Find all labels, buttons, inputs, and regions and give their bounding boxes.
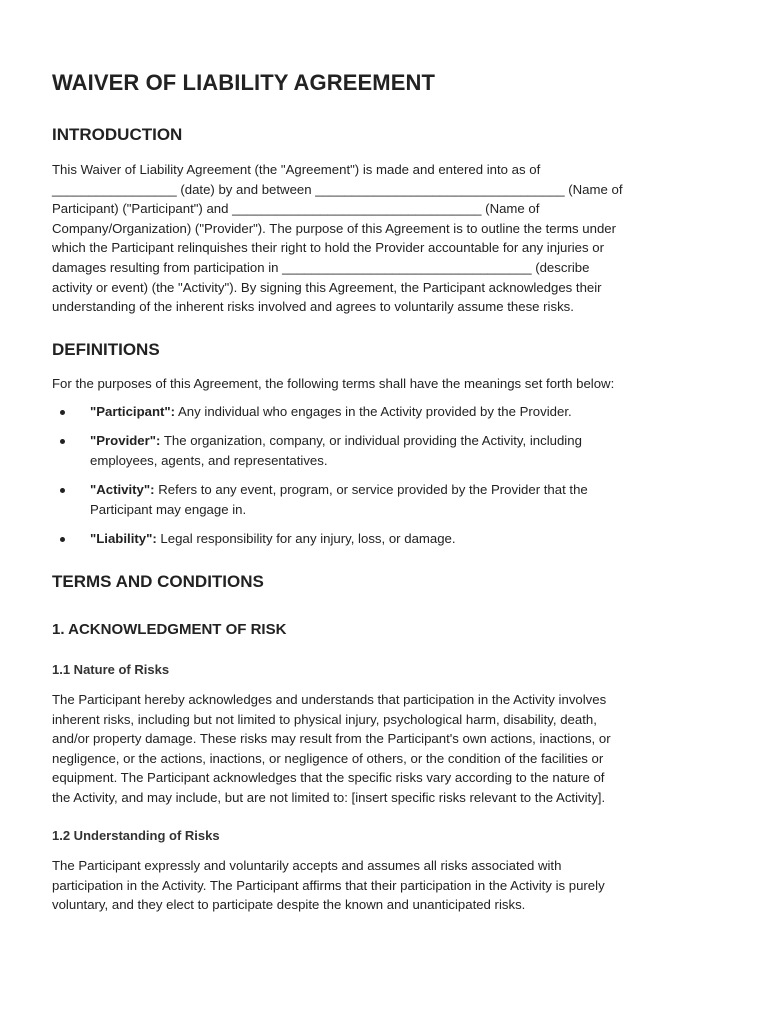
definition-text: Any individual who engages in the Activity provided by the Provider. [175, 404, 572, 419]
nature-of-risks-paragraph [52, 690, 611, 808]
bullet-icon [60, 537, 65, 542]
text-line: _________________ (date) by and between __________________________________ (Name of [52, 181, 623, 197]
list-item [52, 480, 718, 519]
definition-term: "Participant": [90, 404, 176, 419]
document-title: WAIVER OF LIABILITY AGREEMENT [52, 70, 436, 95]
text-line: understanding of the inherent risks involved and agrees to voluntarily assume these risks. [52, 299, 574, 315]
introduction-paragraph [52, 160, 623, 317]
text-line: employees, agents, and representatives. [90, 452, 328, 468]
heading-nature-of-risks: 1.1 Nature of Risks [52, 662, 170, 677]
list-item [52, 529, 718, 549]
text-line [90, 431, 718, 451]
understanding-of-risks-paragraph [52, 856, 605, 915]
heading-terms-and-conditions: TERMS AND CONDITIONS [52, 572, 264, 591]
heading-understanding-of-risks: 1.2 Understanding of Risks [52, 828, 220, 843]
text-line: negligence, or the actions, inactions, or negligence of others, or the condition of the facilities or [52, 750, 604, 766]
text-line: Company/Organization) ("Provider"). The purpose of this Agreement is to outline the terms under [52, 220, 617, 236]
text-line: This Waiver of Liability Agreement (the "Agreement") is made and entered into as of [52, 162, 541, 177]
heading-introduction: INTRODUCTION [52, 125, 183, 144]
text-line: Participant) ("Participant") and __________________________________ (Name of [52, 201, 540, 217]
definitions-intro [52, 374, 614, 394]
heading-acknowledgment-of-risk: 1. ACKNOWLEDGMENT OF RISK [52, 621, 287, 638]
text-line: The Participant expressly and voluntarily accepts and assumes all risks associated with [52, 858, 562, 873]
text-line: inherent risks, including but not limited to physical injury, psychological harm, disability, death, [52, 711, 597, 727]
text-line [90, 402, 718, 422]
definitions-list [52, 402, 718, 558]
text-line [90, 529, 718, 549]
list-item [52, 402, 718, 422]
text-line: which the Participant relinquishes their right to hold the Provider accountable for any injuries or [52, 240, 604, 256]
definition-term: "Liability": [90, 530, 157, 546]
text-line: Participant may engage in. [90, 501, 247, 517]
definition-term: "Provider": [90, 433, 161, 449]
text-line: and/or property damage. These risks may result from the Participant's own actions, inactions, or [52, 731, 611, 747]
text-line: damages resulting from participation in __________________________________ (describe [52, 259, 590, 275]
definition-text: The organization, company, or individual providing the Activity, including [160, 433, 582, 449]
text-line: the Activity, and may include, but are not limited to: [insert specific risks relevant to the Activity]. [52, 789, 606, 805]
definition-text: Refers to any event, program, or service provided by the Provider that the [154, 481, 588, 497]
text-line: For the purposes of this Agreement, the following terms shall have the meanings set forth below: [52, 376, 615, 391]
definition-text: Legal responsibility for any injury, loss, or damage. [156, 530, 456, 546]
text-line: activity or event) (the "Activity"). By signing this Agreement, the Participant acknowledges their [52, 279, 602, 295]
text-line [90, 480, 718, 500]
definition-term: "Activity": [90, 481, 155, 497]
text-line: The Participant hereby acknowledges and understands that participation in the Activity involves [52, 692, 607, 707]
bullet-icon [60, 439, 65, 444]
text-line: voluntary, and they elect to participate despite the known and unanticipated risks. [52, 897, 526, 913]
text-line: equipment. The Participant acknowledges that the specific risks vary according to the nature of [52, 770, 605, 786]
list-item [52, 431, 718, 470]
text-line: participation in the Activity. The Participant affirms that their participation in the Activity is purely [52, 877, 605, 893]
heading-definitions: DEFINITIONS [52, 340, 160, 359]
bullet-icon [60, 488, 65, 493]
bullet-icon [60, 410, 65, 415]
